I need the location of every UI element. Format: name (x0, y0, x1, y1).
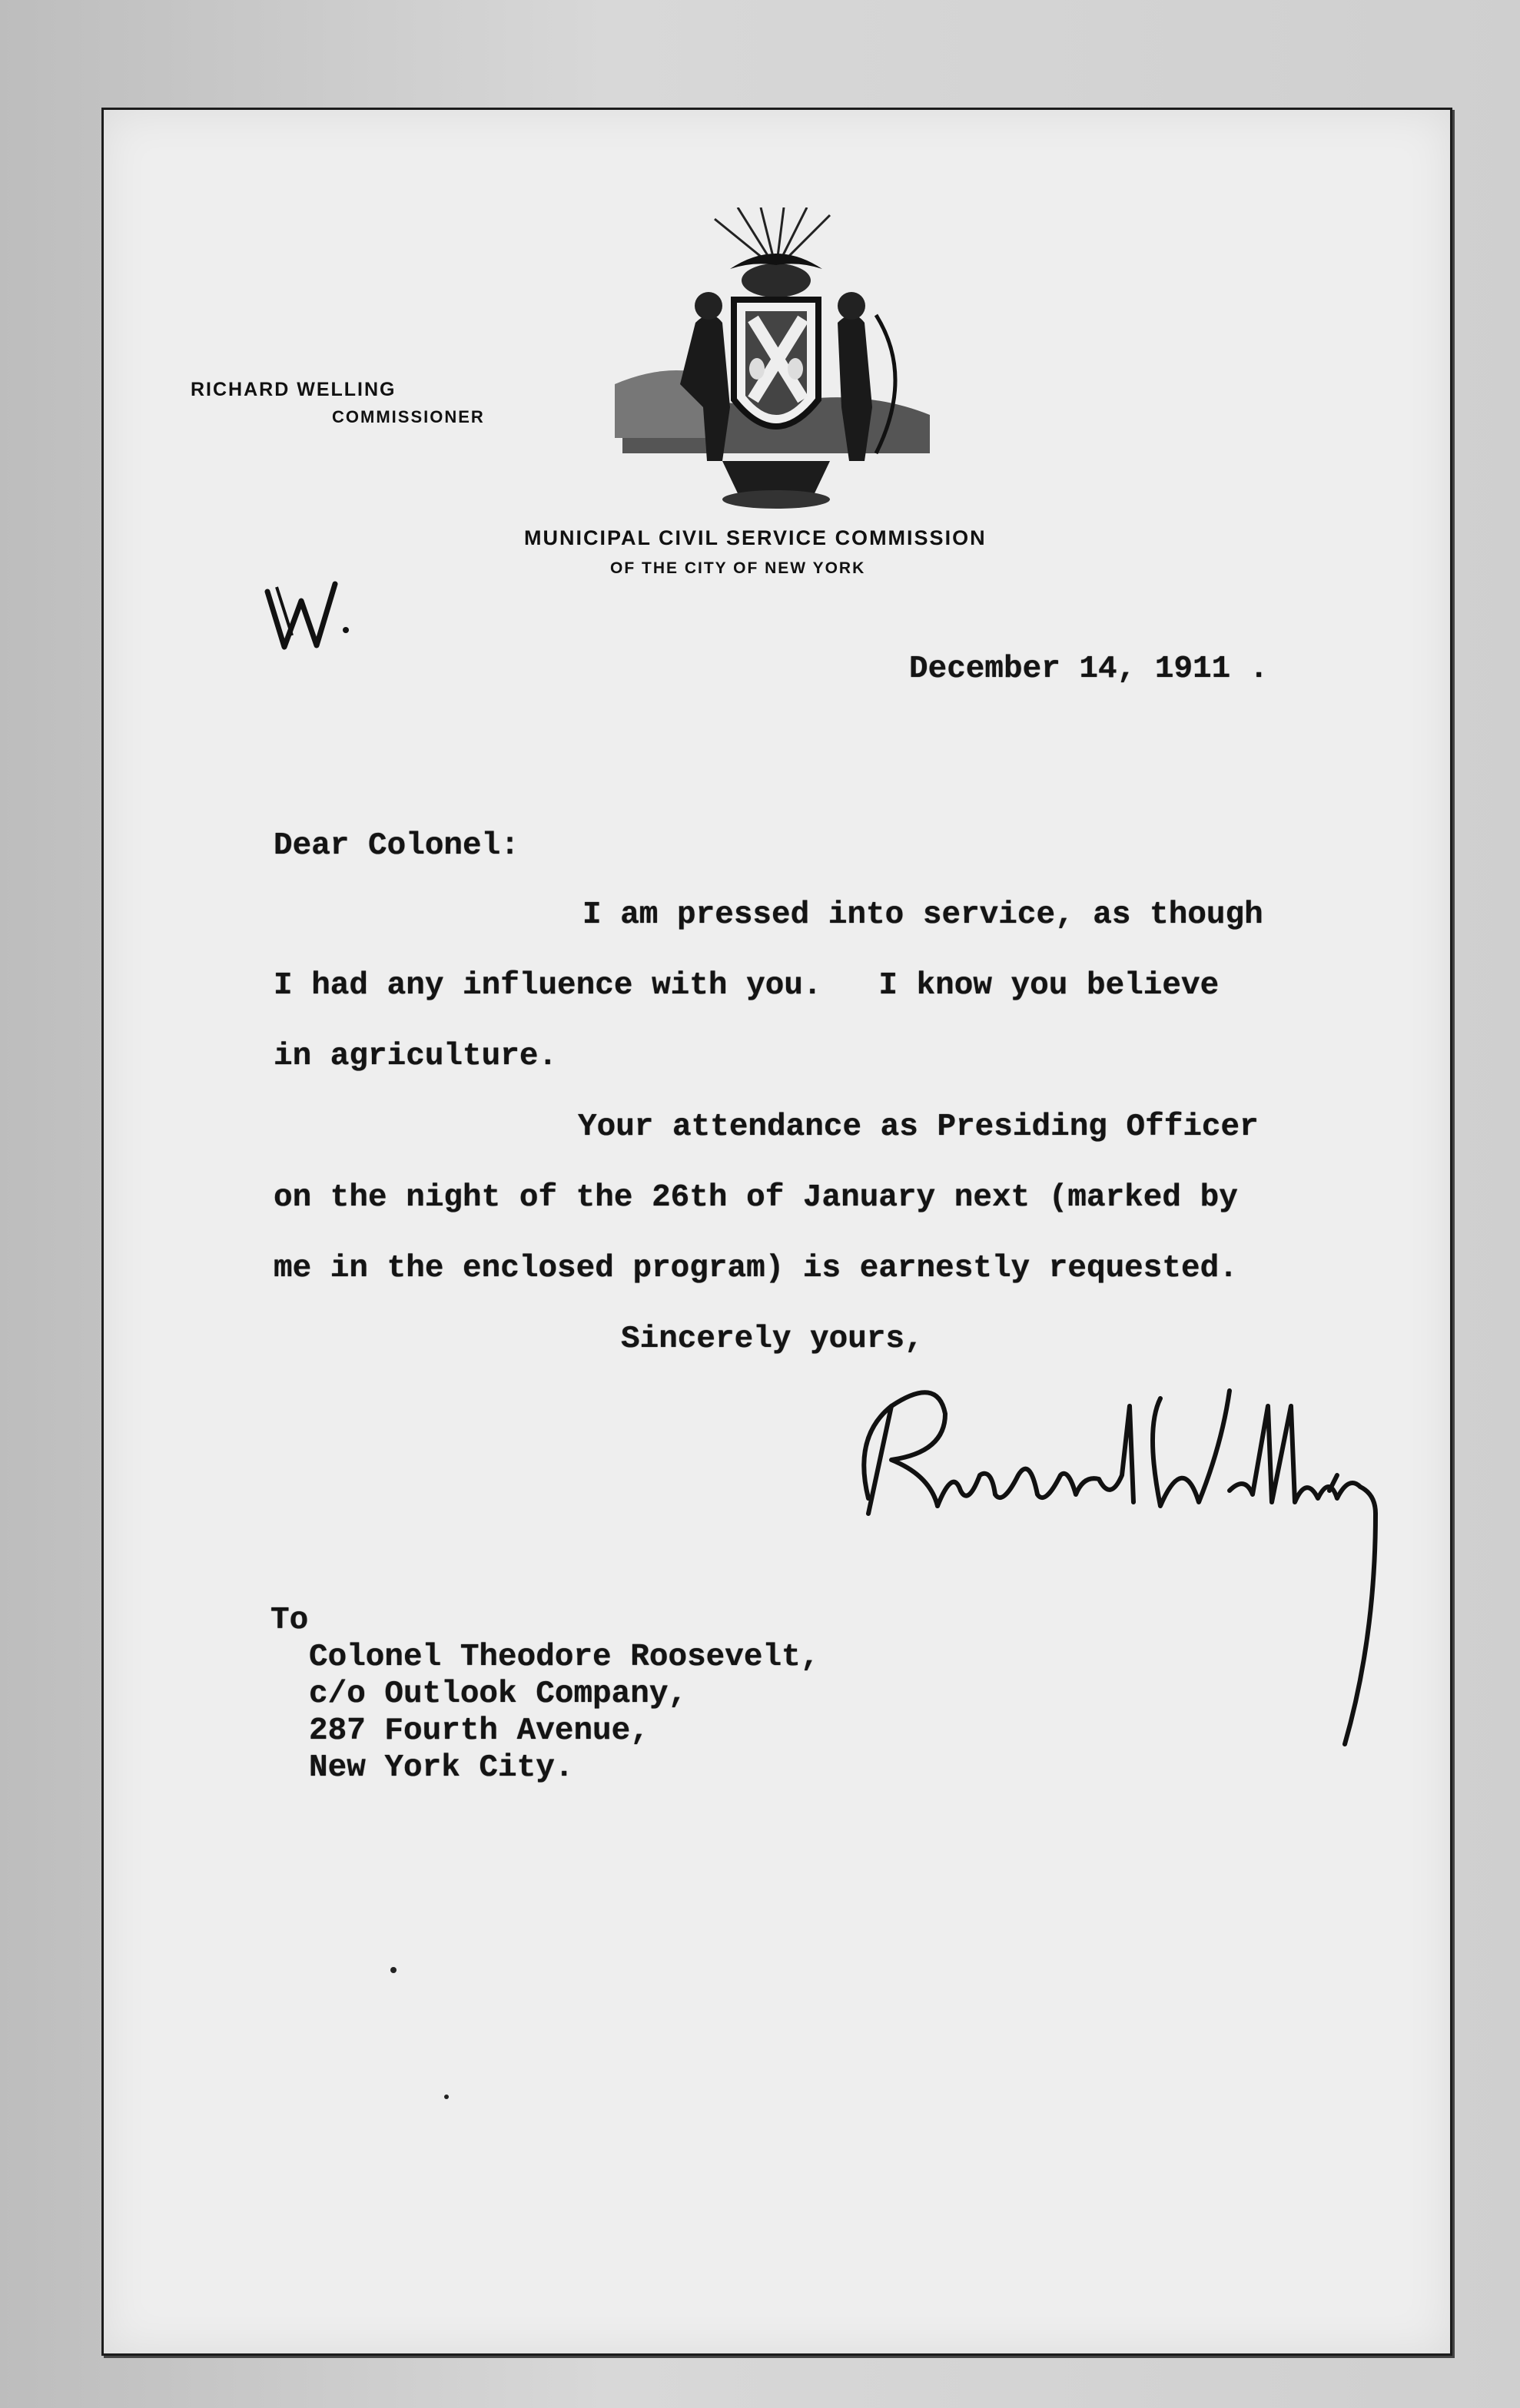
body-line: me in the enclosed program) is earnestly requested. (274, 1251, 1238, 1286)
city-seal-icon (607, 207, 945, 515)
salutation: Dear Colonel: (274, 828, 519, 864)
body-line: I am pressed into service, as though (582, 897, 1263, 933)
organization-subtitle: OF THE CITY OF NEW YORK (610, 559, 866, 577)
body-line: in agriculture. (274, 1039, 558, 1074)
recipient-label: To (270, 1603, 309, 1638)
commissioner-name: RICHARD WELLING (191, 379, 397, 400)
recipient-address-line: c/o Outlook Company, (309, 1677, 688, 1712)
handwritten-signature (838, 1360, 1445, 1760)
recipient-address-line: Colonel Theodore Roosevelt, (309, 1640, 820, 1675)
letter-date: December 14, 1911 . (909, 652, 1269, 687)
ink-speck (444, 2095, 449, 2099)
handwritten-initial-mark (261, 578, 353, 655)
body-line: Your attendance as Presiding Officer (578, 1109, 1259, 1145)
closing: Sincerely yours, (621, 1322, 924, 1357)
organization-name: MUNICIPAL CIVIL SERVICE COMMISSION (524, 526, 987, 549)
recipient-address-line: New York City. (309, 1750, 574, 1786)
recipient-address-line: 287 Fourth Avenue, (309, 1713, 649, 1749)
commissioner-title: COMMISSIONER (332, 407, 485, 426)
body-line: I had any influence with you. I know you believe (274, 968, 1220, 1003)
ink-speck (390, 1967, 397, 1973)
body-line: on the night of the 26th of January next (marked by (274, 1180, 1238, 1216)
